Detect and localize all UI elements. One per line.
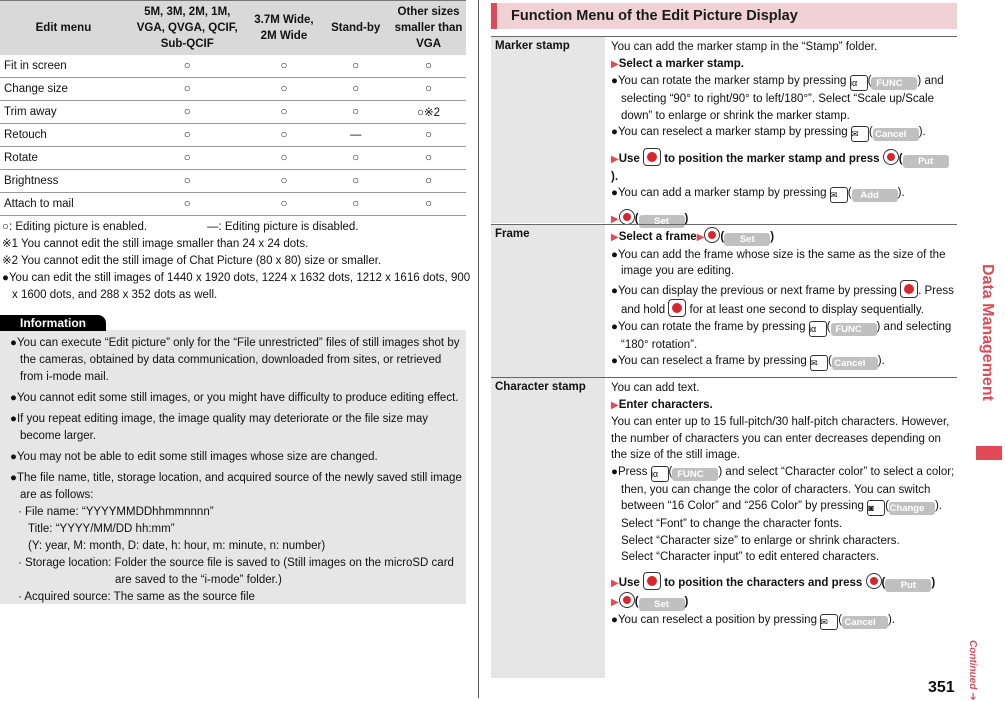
table-cell: ○ [391, 192, 466, 215]
text-line: ●You can rotate the marker stamp by pressing [611, 75, 847, 87]
set-softkey: Set [639, 215, 685, 228]
table-cell: ○ [391, 169, 466, 192]
step-text: Select a frame [618, 231, 697, 243]
put-softkey: Put [903, 155, 949, 168]
step-text: Enter characters. [618, 398, 713, 411]
text-line: Select “Font” to change the character fonts. [621, 518, 843, 530]
table-cell: ○ [248, 77, 321, 100]
row-label: Rotate [0, 146, 127, 169]
text-line: ●Press [611, 465, 648, 478]
table-cell: ○ [248, 100, 321, 123]
center-key-icon [866, 573, 882, 589]
info-sub: (Y: year, M: month, D: date, h: hour, m: minute, n: number) [28, 540, 326, 552]
table-cell: ○ [248, 192, 321, 215]
col-header-other: Other sizes smaller than VGA [391, 1, 466, 55]
table-cell: ○ [320, 55, 391, 78]
info-bullet: ●The file name, title, storage location, and acquired source of the newly saved still image are as follows: [10, 472, 462, 501]
info-bullet: ●If you repeat editing image, the image quality may deteriorate or the file size may become larger. [10, 413, 428, 442]
col-header-wide: 3.7M Wide, 2M Wide [248, 1, 321, 55]
note-2: ※2 You cannot edit the still image of Chat Picture (80 x 80) size or smaller. [2, 255, 382, 267]
text-line: ●You can reselect a marker stamp by pressing [611, 126, 848, 138]
row-character-stamp [491, 377, 957, 678]
table-cell: ○ [248, 169, 321, 192]
row-marker-stamp [491, 36, 957, 227]
text-line: ●You can rotate the frame by pressing [611, 320, 806, 333]
table-cell: ○ [320, 169, 391, 192]
row-label: Brightness [0, 169, 127, 192]
table-cell: ○ [127, 100, 248, 123]
col-header-5m: 5M, 3M, 2M, 1M, VGA, QVGA, QCIF, Sub-QCIF [127, 1, 248, 55]
text-line: and selecting “180° rotation”. [621, 320, 952, 351]
mail-key-icon: ✉ [810, 355, 828, 371]
table-cell: ○ [320, 77, 391, 100]
text-line: You can add text. [611, 382, 700, 394]
table-cell: ○ [391, 55, 466, 78]
row-text: You can add the marker stamp in the “Stamp” folder. ▶Select a marker stamp. ●You can rotate the marker stamp by pressing iα ( FUNC ) and selecting “90° to right/90° to left/180°”. Select “Scale up/Scale down” to enlarge or shrink the marker stamp. ●You can reselect a marker stamp by pressing ✉ ( Cancel ). ▶Use to position the marker stamp and press ( Put). ●You can add a marker stamp by pressing ✉ ( Add ). ▶ ( Set ) [611, 39, 955, 229]
nav-key-icon [668, 299, 686, 317]
text-line: Press and hold [621, 284, 954, 316]
text-line: ●You can add the frame whose size is the same as the size of the image you are editing. [611, 248, 946, 277]
table-cell: ○ [127, 192, 248, 215]
step-arrow-icon: ▶ [611, 577, 619, 589]
row-text: You can add text. ▶Enter characters. You can enter up to 15 full-pitch/30 half-pitch characters. However, the number of characters you can enter decreases depending on the size of the still image. ●Press iα ( FUNC ) and select “Character color” to select a color; then, you can change the color of characters. You can switch between “16 Color” and “256 Color” by pressing ◙ (Change ). Select “Font” to change the character fonts. Select “Character size” to enlarge or shrink characters. Select “Character input” to edit entered characters. ▶Use to position the characters and press ( Put ) ▶ ( Set ) ●You can reselect a position by pressing ✉ ( Cancel ). [611, 382, 955, 628]
text-line: You can add the marker stamp in the “Stamp” folder. [611, 41, 878, 53]
table-cell: ○ [127, 146, 248, 169]
table-cell: ○ [127, 55, 248, 78]
mail-key-icon: ✉ [820, 614, 838, 630]
nav-key-icon [900, 280, 918, 298]
table-header-row [0, 1, 466, 55]
table-cell: ○ [391, 123, 466, 146]
row-frame [491, 224, 957, 377]
row-label: Frame [491, 225, 605, 377]
info-sub: Title: “YYYY/MM/DD hh:mm” [28, 523, 175, 535]
text-line: and select “Character color” to select a color; then, you can change the color of characters. You can switch between “16 Color” and “256 Color” by pressing [621, 465, 955, 512]
step-arrow-icon: ▶ [696, 232, 705, 243]
info-sub: · Acquired source: The same as the source file [18, 591, 255, 603]
step-arrow-icon: ▶ [611, 58, 619, 70]
section-label: Data Management [979, 264, 996, 401]
information-text [10, 335, 462, 606]
continued-label: Continued ➔ [967, 640, 978, 701]
step-text: Use [618, 576, 640, 589]
set-softkey: Set [724, 233, 770, 246]
table-row [0, 77, 466, 100]
cancel-softkey: Cancel [873, 128, 919, 141]
text-line: ●You can display the previous or next frame by pressing [611, 284, 897, 297]
continued-text: Continued [967, 640, 978, 690]
col-header-edit-menu: Edit menu [0, 1, 127, 55]
table-cell: ○※2 [391, 100, 466, 123]
step-arrow-icon: ▶ [611, 597, 619, 608]
text-line: ●You can reselect a position by pressing [611, 613, 817, 626]
step-arrow-icon: ▶ [611, 232, 619, 243]
step-arrow-icon: ▶ [611, 399, 619, 411]
table-cell: ○ [391, 146, 466, 169]
table-cell: ○ [320, 192, 391, 215]
change-softkey: Change [889, 502, 935, 515]
table-cell: ○ [127, 123, 248, 146]
center-key-icon [619, 209, 635, 225]
info-sub: are saved to the “i-mode” folder.) [115, 574, 282, 586]
step-text: to position the marker stamp and press [664, 153, 880, 165]
info-sub: · File name: “YYYYMMDDhhmmnnnn” [18, 506, 214, 518]
mail-key-icon: ✉ [851, 126, 869, 142]
func-softkey: FUNC [871, 77, 917, 90]
step-text: Use [618, 153, 640, 165]
camera-key-icon: ◙ [867, 500, 885, 516]
text-line: for at least one second to display sequentially. [689, 304, 924, 316]
step-arrow-icon: ▶ [611, 214, 619, 225]
table-cell: — [320, 123, 391, 146]
row-label: Marker stamp [491, 37, 605, 223]
add-softkey: Add [852, 189, 898, 202]
info-bullet: ●You cannot edit some still images, or you might have difficulty to produce editing effect. [10, 392, 459, 404]
func-softkey: FUNC [831, 323, 877, 336]
row-label: Trim away [0, 100, 127, 123]
cancel-softkey: Cancel [832, 357, 878, 370]
center-key-icon [619, 592, 635, 608]
nav-key-icon [643, 572, 661, 590]
step-text: to position the characters and press [664, 576, 863, 589]
text-line: Select “Character input” to edit entered characters. [621, 551, 880, 563]
information-title: Information [0, 315, 106, 331]
set-softkey: Set [639, 598, 685, 611]
table-cell: ○ [248, 55, 321, 78]
row-label: Change size [0, 77, 127, 100]
table-cell: ○ [127, 77, 248, 100]
row-text: ▶Select a frame▶ ( Set ) ●You can add the frame whose size is the same as the size of the image you are editing. ●You can display the previous or next frame by pressing . Press and hold for at least one second to display sequentially. ●You can rotate the frame by pressing iα ( FUNC ) and selecting “180° rotation”. ●You can reselect a frame by pressing ✉ ( Cancel ). [611, 227, 955, 371]
table-cell: ○ [320, 100, 391, 123]
legend-enabled: ○: Editing picture is enabled. [2, 221, 148, 233]
center-key-icon [883, 149, 899, 165]
section-tab [976, 446, 1002, 460]
row-label: Retouch [0, 123, 127, 146]
table-cell: ○ [320, 146, 391, 169]
text-line: and selecting “90° to right/90° to left/180°”. Select “Scale up/Scale down” to enlarge or shrink the marker stamp. [621, 75, 944, 122]
step-text: Select a marker stamp. [618, 57, 744, 70]
i-key-icon: iα [809, 321, 827, 337]
table-row [0, 169, 466, 192]
put-softkey: Put [885, 579, 931, 592]
table-cell: ○ [248, 123, 321, 146]
legend-disabled: —: Editing picture is disabled. [207, 221, 359, 233]
edit-menu-table [0, 0, 466, 216]
text-line: ●You can add a marker stamp by pressing [611, 187, 827, 199]
text-line: ●You can reselect a frame by pressing [611, 355, 807, 367]
table-row [0, 100, 466, 123]
table-cell: ○ [248, 146, 321, 169]
table-cell: ○ [127, 169, 248, 192]
row-label: Character stamp [491, 378, 605, 678]
row-label: Attach to mail [0, 192, 127, 215]
text-line: Select “Character size” to enlarge or shrink characters. [621, 534, 900, 547]
info-sub: · Storage location: Folder the source file is saved to (Still images on the microSD card [18, 557, 454, 569]
step-arrow-icon: ▶ [611, 154, 619, 165]
nav-key-icon [643, 148, 661, 166]
info-bullet: ●You may not be able to edit some still images whose size are changed. [10, 451, 378, 463]
func-softkey: FUNC [672, 468, 718, 481]
note-3: ●You can edit the still images of 1440 x 1920 dots, 1224 x 1632 dots, 1212 x 1616 dots, 900 x 1600 dots, and 288 x 352 dots as well. [2, 272, 471, 301]
function-menu-title: Function Menu of the Edit Picture Display [491, 3, 957, 29]
table-cell: ○ [391, 77, 466, 100]
cancel-softkey: Cancel [842, 616, 888, 629]
page-number: 351 [928, 679, 955, 696]
info-bullet: ●You can execute “Edit picture” only for the “File unrestricted” files of still images shot by the cameras, obtained by data communication, downloaded from sites, or retrieved from i-mode mail. [10, 337, 460, 383]
i-key-icon: iα [651, 466, 669, 482]
mail-key-icon: ✉ [830, 187, 848, 203]
i-key-icon: iα [850, 75, 868, 91]
text-line: You can enter up to 15 full-pitch/30 half-pitch characters. However, the number of characters you can enter decreases depending on the size of the still image. [611, 416, 950, 461]
table-row [0, 192, 466, 215]
table-row [0, 123, 466, 146]
col-header-standby: Stand-by [320, 1, 391, 55]
row-label: Fit in screen [0, 55, 127, 78]
note-1: ※1 You cannot edit the still image smaller than 24 x 24 dots. [2, 238, 309, 250]
center-key-icon [704, 227, 720, 243]
table-row [0, 55, 466, 78]
table-row [0, 146, 466, 169]
column-divider [478, 0, 479, 698]
